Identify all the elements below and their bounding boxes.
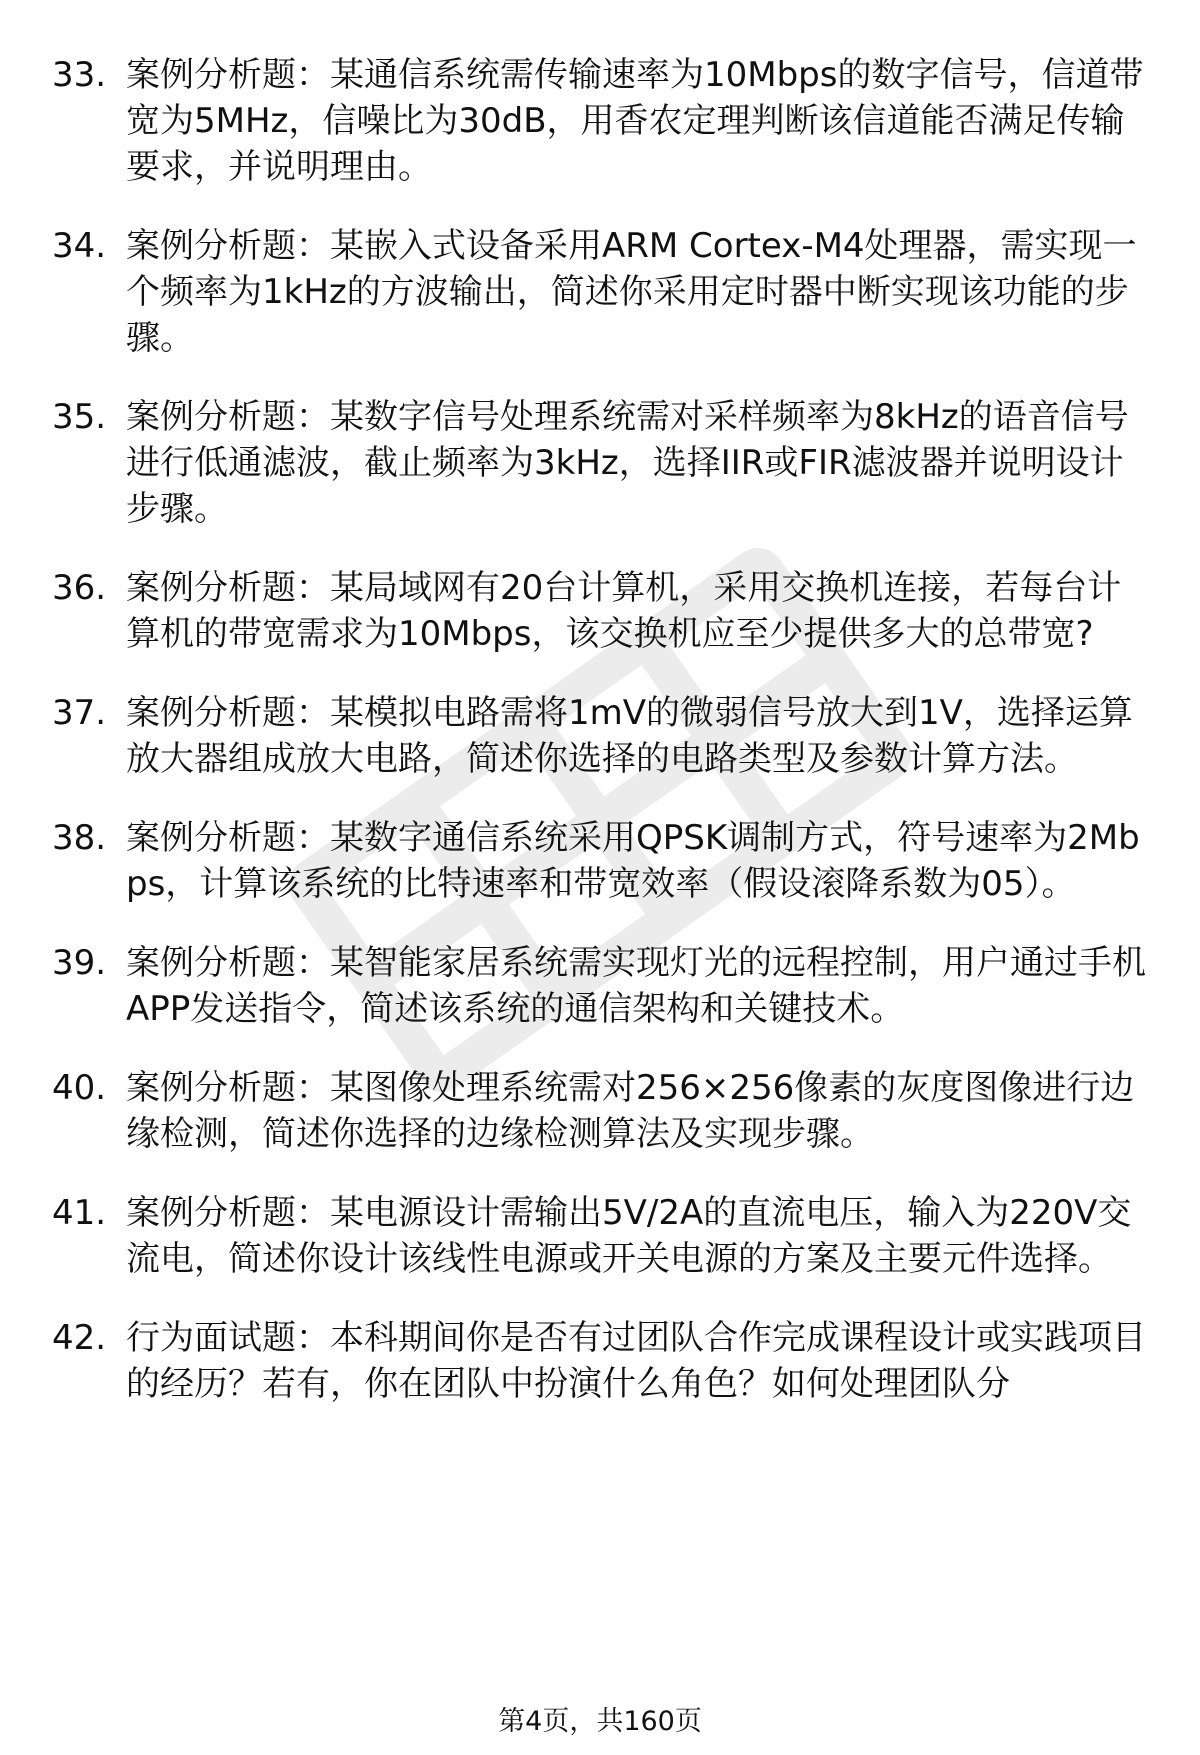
question-text: 案例分析题：某嵌入式设备采用ARM Cortex-M4处理器，需实现一个频率为1kHz的方波输出，简述你采用定时器中断实现该功能的步骤。 (126, 226, 1137, 358)
question-text: 行为面试题：本科期间你是否有过团队合作完成课程设计或实践项目的经历？若有，你在团队中扮演什么角色？如何处理团队分 (126, 1318, 1146, 1404)
question-number: 34. (52, 226, 107, 266)
question-text: 案例分析题：某模拟电路需将1mV的微弱信号放大到1V，选择运算放大器组成放大电路，简述你选择的电路类型及参数计算方法。 (126, 693, 1133, 779)
page-footer: 第4页，共160页 (498, 1706, 702, 1737)
question-item (52, 690, 1162, 782)
question-item (52, 394, 1162, 532)
question-item (52, 565, 1162, 657)
question-item (52, 1065, 1162, 1157)
question-number: 38. (52, 818, 107, 858)
question-text: 案例分析题：某局域网有20台计算机，采用交换机连接，若每台计算机的带宽需求为10Mbps，该交换机应至少提供多大的总带宽? (126, 568, 1122, 654)
question-item (52, 1190, 1162, 1282)
question-number: 42. (52, 1318, 107, 1358)
question-item (52, 52, 1162, 190)
question-number: 40. (52, 1068, 107, 1108)
question-item (52, 223, 1162, 361)
question-text: 案例分析题：某图像处理系统需对256×256像素的灰度图像进行边缘检测，简述你选择的边缘检测算法及实现步骤。 (126, 1068, 1135, 1154)
question-number: 39. (52, 943, 107, 983)
question-number: 33. (52, 55, 107, 95)
question-list (52, 52, 1162, 1440)
question-text: 案例分析题：某通信系统需传输速率为10Mbps的数字信号，信道带宽为5MHz，信噪比为30dB，用香农定理判断该信道能否满足传输要求，并说明理由。 (126, 55, 1144, 187)
question-text: 案例分析题：某数字通信系统采用QPSK调制方式，符号速率为2Mbps，计算该系统的比特速率和带宽效率（假设滚降系数为05）。 (126, 818, 1140, 904)
question-item (52, 815, 1162, 907)
question-text: 案例分析题：某数字信号处理系统需对采样频率为8kHz的语音信号进行低通滤波，截止频率为3kHz，选择IIR或FIR滤波器并说明设计步骤。 (126, 397, 1129, 529)
question-number: 37. (52, 693, 107, 733)
question-text: 案例分析题：某电源设计需输出5V/2A的直流电压，输入为220V交流电，简述你设计该线性电源或开关电源的方案及主要元件选择。 (126, 1193, 1132, 1279)
question-text: 案例分析题：某智能家居系统需实现灯光的远程控制，用户通过手机APP发送指令，简述该系统的通信架构和关键技术。 (126, 943, 1146, 1029)
question-item (52, 1315, 1162, 1407)
question-item (52, 940, 1162, 1032)
question-number: 41. (52, 1193, 107, 1233)
question-number: 35. (52, 397, 107, 437)
question-number: 36. (52, 568, 107, 608)
